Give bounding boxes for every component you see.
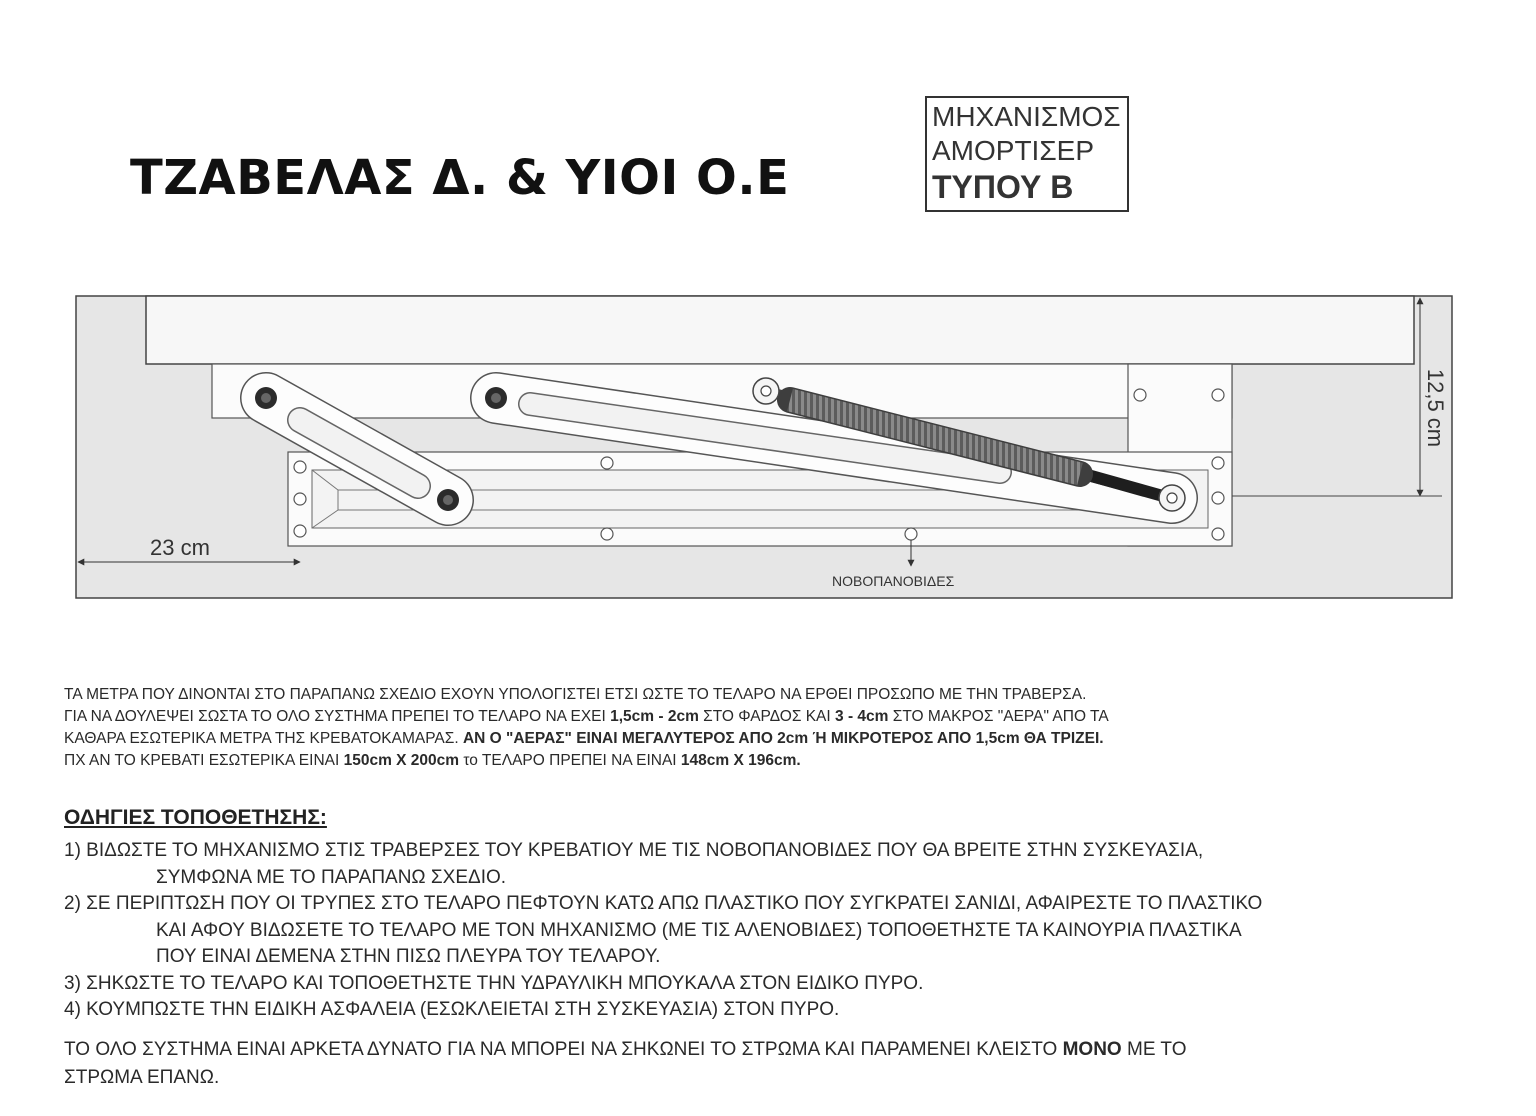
- step-3: 3) ΣΗΚΩΣΤΕ ΤΟ ΤΕΛΑΡΟ ΚΑΙ ΤΟΠΟΘΕΤΗΣΤΕ ΤΗΝ ΥΔΡΑΥΛΙΚΗ ΜΠΟΥΚΑΛΑ ΣΤΟΝ ΕΙΔΙΚΟ ΠΥΡΟ.: [64, 972, 924, 994]
- step-2-cont-2: ΠΟΥ ΕΙΝΑΙ ΔΕΜΕΝΑ ΣΤΗΝ ΠΙΣΩ ΠΛΕΥΡΑ ΤΟΥ ΤΕΛΑΡΟΥ.: [156, 946, 661, 967]
- screws-label: ΝΟΒΟΠΑΝΟΒΙΔΕΣ: [832, 573, 955, 589]
- instruction-steps: [64, 838, 1484, 1024]
- type-box-line-1: ΜΗΧΑΝΙΣΜΟΣ: [932, 101, 1121, 132]
- final-note: [64, 1036, 1484, 1092]
- dimension-notes: [64, 684, 1464, 772]
- step-1: 1) ΒΙΔΩΣΤΕ ΤΟ ΜΗΧΑΝΙΣΜΟ ΣΤΙΣ ΤΡΑΒΕΡΣΕΣ ΤΟΥ ΚΡΕΒΑΤΙΟΥ ΜΕ ΤΙΣ ΝΟΒΟΠΑΝΟΒΙΔΕΣ ΠΟΥ ΘΑ ΒΡΕΙΤΕ ΣΤΗΝ ΣΥΣΚΕΥΑΣΙΑ,: [64, 840, 1204, 861]
- type-box-line-2: ΑΜΟΡΤΙΣΕΡ: [932, 135, 1094, 166]
- company-name: ΤΖΑΒΕΛΑΣ Δ. & ΥΙΟΙ Ο.Ε: [130, 150, 790, 206]
- dim-width-label: 23 cm: [150, 535, 210, 560]
- step-2: 2) ΣΕ ΠΕΡΙΠΤΩΣΗ ΠΟΥ ΟΙ ΤΡΥΠΕΣ ΣΤΟ ΤΕΛΑΡΟ ΠΕΦΤΟΥΝ ΚΑΤΩ ΑΠΩ ΠΛΑΣΤΙΚΟ ΠΟΥ ΣΥΓΚΡΑΤΕΙ ΣΑΝΙΔΙ, ΑΦΑΙΡΕΣΤΕ ΤΟ ΠΛΑΣΤΙΚΟ: [64, 893, 1263, 914]
- bed-frame: [146, 296, 1414, 364]
- dim-height-label: 12,5 cm: [1423, 368, 1448, 448]
- note-line-4: ΠΧ ΑΝ ΤΟ ΚΡΕΒΑΤΙ ΕΣΩΤΕΡΙΚΑ ΕΙΝΑΙ 150cm X 200cm το ΤΕΛΑΡΟ ΠΡΕΠΕΙ ΝΑ ΕΙΝΑΙ 148cm X 196cm.: [64, 752, 801, 769]
- step-1-cont: ΣΥΜΦΩΝΑ ΜΕ ΤΟ ΠΑΡΑΠΑΝΩ ΣΧΕΔΙΟ.: [156, 866, 507, 888]
- final-line-2: ΣΤΡΩΜΑ ΕΠΑΝΩ.: [64, 1067, 220, 1088]
- note-line-2: ΓΙΑ ΝΑ ΔΟΥΛΕΨΕΙ ΣΩΣΤΑ ΤΟ ΟΛΟ ΣΥΣΤΗΜΑ ΠΡΕΠΕΙ ΤΟ ΤΕΛΑΡΟ ΝΑ ΕΧΕΙ 1,5cm - 2cm ΣΤΟ ΦΑΡΔΟΣ ΚΑΙ 3 - 4cm ΣΤΟ ΜΑΚΡΟΣ "ΑΕΡΑ" ΑΠΟ ΤΑ: [64, 708, 1109, 725]
- note-line-1: ΤΑ ΜΕΤΡΑ ΠΟΥ ΔΙΝΟΝΤΑΙ ΣΤΟ ΠΑΡΑΠΑΝΩ ΣΧΕΔΙΟ ΕΧΟΥΝ ΥΠΟΛΟΓΙΣΤΕΙ ΕΤΣΙ ΩΣΤΕ ΤΟ ΤΕΛΑΡΟ ΝΑ ΕΡΘΕΙ ΠΡΟΣΩΠΟ ΜΕ ΤΗΝ ΤΡΑΒΕΡΣΑ.: [64, 686, 1087, 703]
- step-2-cont-1: ΚΑΙ ΑΦΟΥ ΒΙΔΩΣΕΤΕ ΤΟ ΤΕΛΑΡΟ ΜΕ ΤΟΝ ΜΗΧΑΝΙΣΜΟ (ΜΕ ΤΙΣ ΑΛΕΝΟΒΙΔΕΣ) ΤΟΠΟΘΕΤΗΣΤΕ ΤΑ ΚΑΙΝΟΥΡΙΑ ΠΛΑΣΤΙΚΑ: [156, 919, 1242, 941]
- note-line-3: ΚΑΘΑΡΑ ΕΣΩΤΕΡΙΚΑ ΜΕΤΡΑ ΤΗΣ ΚΡΕΒΑΤΟΚΑΜΑΡΑΣ. ΑΝ Ο "ΑΕΡΑΣ" ΕΙΝΑΙ ΜΕΓΑΛΥΤΕΡΟΣ ΑΠΟ 2cm Ή ΜΙΚΡΟΤΕΡΟΣ ΑΠΟ 1,5cm ΘΑ ΤΡΙΖΕΙ.: [64, 730, 1104, 747]
- step-4: 4) ΚΟΥΜΠΩΣΤΕ ΤΗΝ ΕΙΔΙΚΗ ΑΣΦΑΛΕΙΑ (ΕΣΩΚΛΕΙΕΤΑΙ ΣΤΗ ΣΥΣΚΕΥΑΣΙΑ) ΣΤΟΝ ΠΥΡΟ.: [64, 999, 840, 1020]
- type-box-line-3: ΤΥΠΟΥ Β: [932, 169, 1074, 205]
- instructions-title: ΟΔΗΓΙΕΣ ΤΟΠΟΘΕΤΗΣΗΣ:: [64, 806, 327, 829]
- final-line-1: ΤΟ ΟΛΟ ΣΥΣΤΗΜΑ ΕΙΝΑΙ ΑΡΚΕΤΑ ΔΥΝΑΤΟ ΓΙΑ ΝΑ ΜΠΟΡΕΙ ΝΑ ΣΗΚΩΝΕΙ ΤΟ ΣΤΡΩΜΑ ΚΑΙ ΠΑΡΑΜΕΝΕΙ ΚΛΕΙΣΤΟ ΜΟΝΟ ΜΕ ΤΟ: [64, 1039, 1187, 1060]
